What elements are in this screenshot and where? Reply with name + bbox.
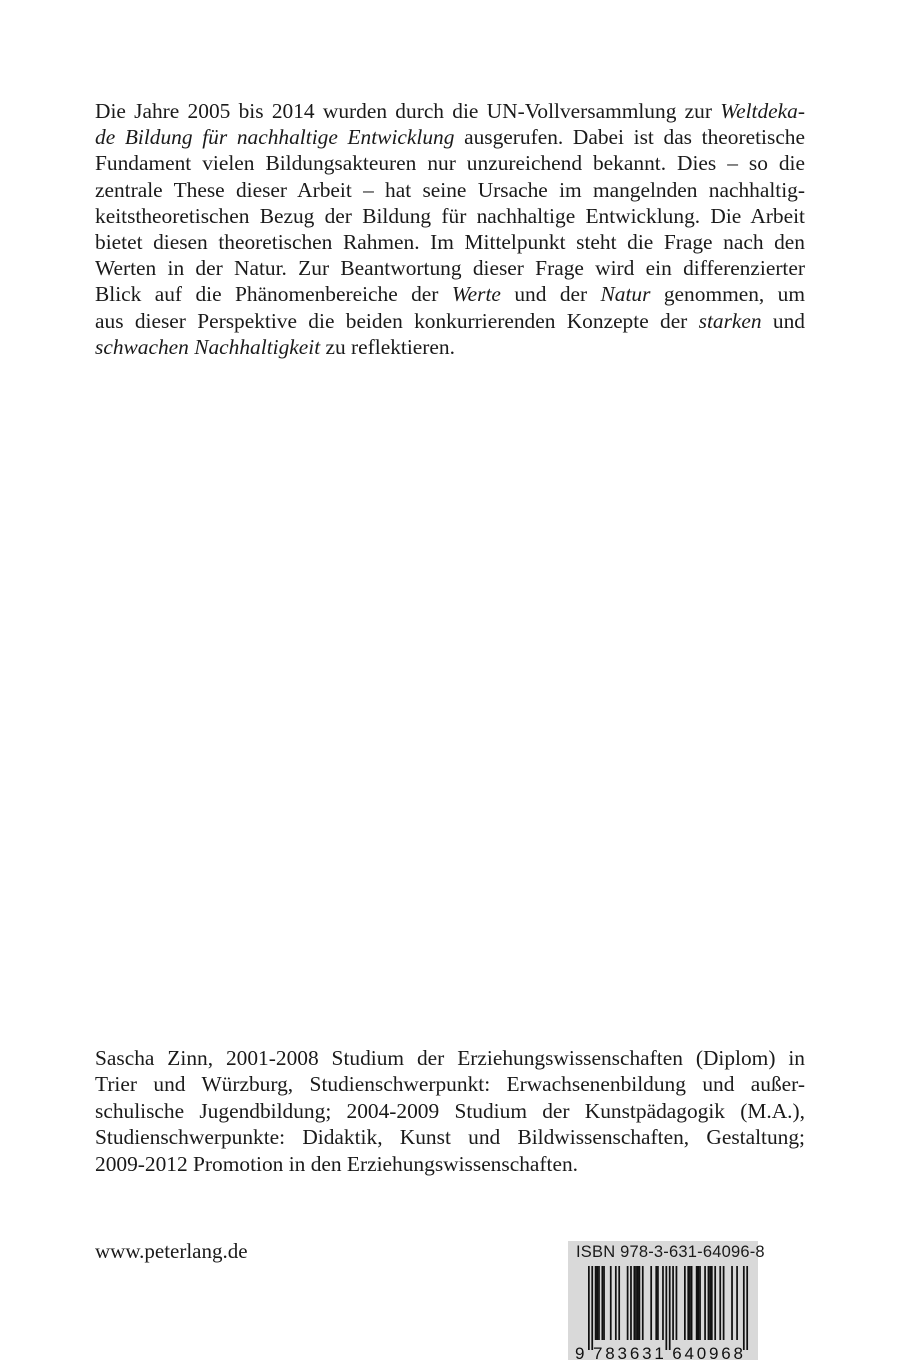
barcode-bar (691, 1266, 693, 1340)
barcode-bar (618, 1266, 620, 1340)
barcode-bar (588, 1266, 590, 1350)
barcode-bar (743, 1266, 745, 1350)
barcode-bar (627, 1266, 629, 1340)
barcode-bar (708, 1266, 710, 1340)
barcode-bar (633, 1266, 635, 1340)
barcode-bar (665, 1266, 667, 1350)
barcode-digits: 640968 (672, 1344, 743, 1360)
blurb-line: Fundament vielen Bildungsakteuren nur unzureichend bekannt. Dies – so die (95, 151, 805, 176)
blurb-line (95, 98, 805, 124)
barcode-bar (731, 1266, 733, 1340)
barcode-bar (639, 1266, 641, 1340)
barcode-bar (704, 1266, 706, 1340)
blurb-italic: starken (698, 308, 762, 333)
barcode-bar (676, 1266, 678, 1340)
bio-line: 2009-2012 Promotion in den Erziehungswissenschaften. (95, 1151, 578, 1176)
barcode-bar (601, 1266, 603, 1340)
barcode-bar (650, 1266, 652, 1340)
barcode-image (574, 1266, 754, 1360)
barcode-bar (696, 1266, 698, 1340)
barcode-bar (714, 1266, 716, 1340)
barcode-bar (684, 1266, 686, 1340)
blurb-line: keitstheoretischen Bezug der Bildung für nachhaltige Entwicklung. Die Arbeit (95, 203, 805, 228)
barcode-bar (746, 1266, 748, 1350)
blurb-fragment: ausgerufen. Dabei ist das theoretische (454, 125, 805, 150)
barcode-bar (723, 1266, 725, 1340)
barcode-bar (610, 1266, 612, 1340)
barcode-bar (699, 1266, 701, 1340)
barcode-bar (615, 1266, 617, 1340)
blurb-italic: schwachen Nachhaltigkeit (95, 334, 321, 359)
barcode-bar (603, 1266, 605, 1340)
barcode-bar (655, 1266, 657, 1340)
author-bio (95, 1045, 805, 1177)
barcode-bar (635, 1266, 637, 1340)
blurb-line (95, 308, 805, 334)
barcode-bar (719, 1266, 721, 1340)
barcode-bar (657, 1266, 659, 1340)
barcode-bar (711, 1266, 713, 1340)
barcode-bar (697, 1266, 699, 1340)
barcode-bar (689, 1266, 691, 1340)
barcode-bar (736, 1266, 738, 1340)
blurb-italic: Natur (600, 282, 651, 307)
blurb-line: zentrale These dieser Arbeit – hat seine Ursache im mangelnden nachhaltig- (95, 177, 805, 202)
blurb-fragment: aus dieser Perspektive die beiden konkurrierenden Konzepte der (95, 308, 699, 333)
blurb-line (95, 334, 805, 360)
blurb-fragment: und der (500, 282, 601, 307)
barcode-bar (669, 1266, 671, 1350)
publisher-url: www.peterlang.de (95, 1239, 248, 1263)
blurb-line (95, 281, 805, 307)
isbn-label: ISBN 978-3-631-64096-8 (576, 1243, 765, 1261)
barcode-bar (709, 1266, 711, 1340)
blurb-fragment: und (761, 308, 806, 333)
isbn-barcode-box (568, 1241, 765, 1360)
barcode-bar (595, 1266, 597, 1340)
barcode-bar (662, 1266, 664, 1340)
barcode-bar (672, 1266, 674, 1340)
blurb-line (95, 124, 805, 150)
blurb-italic: Werte (451, 282, 501, 307)
barcode-bar (591, 1266, 593, 1350)
blurb-fragment: genommen, um (650, 282, 805, 307)
barcode-bar (637, 1266, 639, 1340)
blurb-fragment: Blick auf die Phänomenbereiche der (95, 282, 452, 307)
barcode-bar (596, 1266, 598, 1340)
blurb-italic: de Bildung für nachhaltige Entwicklung (95, 125, 455, 150)
blurb-line: Werten in der Natur. Zur Beantwortung dieser Frage wird ein differenzierter (95, 256, 805, 281)
barcode-bar (630, 1266, 632, 1340)
blurb-text (95, 98, 805, 360)
barcode-digits: 783631 (593, 1344, 664, 1360)
bio-line: Trier und Würzburg, Studienschwerpunkt: Erwachsenenbildung und außer- (95, 1072, 805, 1097)
blurb-fragment: zu reflektieren. (320, 334, 455, 359)
barcode-bar (598, 1266, 600, 1340)
barcode-bar (687, 1266, 689, 1340)
bio-line: Studienschwerpunkte: Didaktik, Kunst und Bildwissenschaften, Gestaltung; (95, 1125, 805, 1150)
barcode-bar (642, 1266, 644, 1340)
blurb-italic: Weltdeka- (720, 99, 805, 123)
barcode-digits: 9 (575, 1344, 585, 1360)
bio-line: Sascha Zinn, 2001-2008 Studium der Erziehungswissenschaften (Diplom) in (95, 1046, 805, 1070)
blurb-line: bietet diesen theoretischen Rahmen. Im Mittelpunkt steht die Frage nach den (95, 230, 805, 255)
blurb-fragment: Die Jahre 2005 bis 2014 wurden durch die UN-Vollversammlung zur (95, 99, 721, 123)
bio-line: schulische Jugendbildung; 2004-2009 Studium der Kunstpädagogik (M.A.), (95, 1098, 805, 1123)
